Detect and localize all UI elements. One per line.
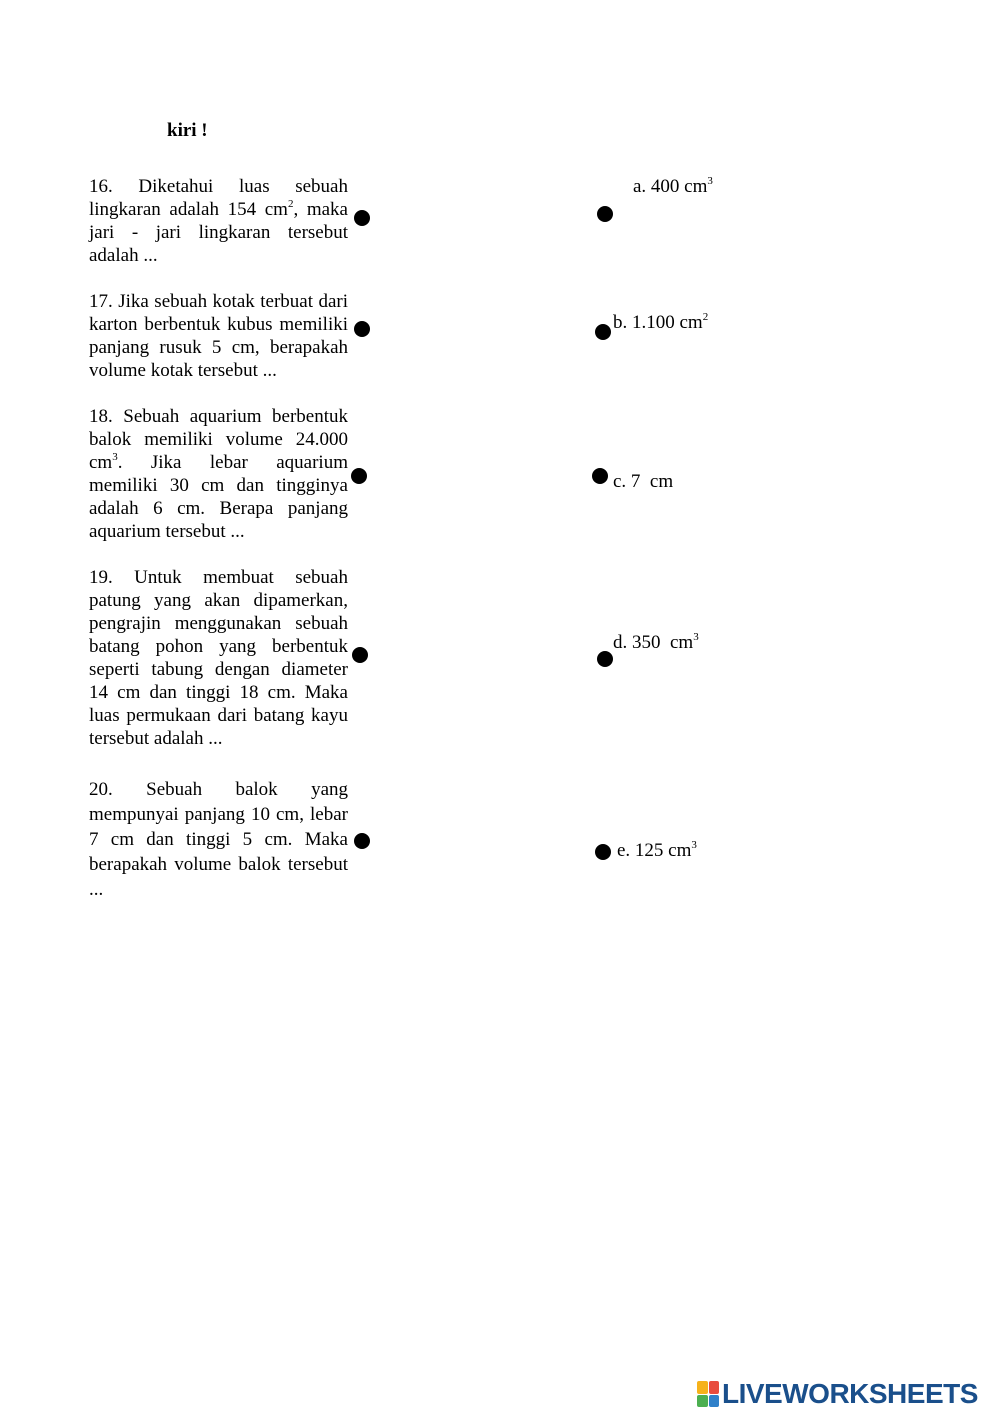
question-20-connector-dot[interactable] (354, 833, 370, 849)
logo-icon-cell (709, 1395, 720, 1408)
answer-a-text: a. 400 cm (633, 176, 708, 197)
answer-b (613, 311, 708, 334)
answer-b-connector-dot[interactable] (595, 324, 611, 340)
question-18-connector-dot[interactable] (351, 468, 367, 484)
question-19-connector-dot[interactable] (352, 647, 368, 663)
question-19 (89, 566, 348, 750)
answer-d-sup: 3 (693, 630, 699, 643)
question-20 (89, 777, 348, 902)
question-16-text-end: , maka jari - jari lingkaran tersebut adalah ... (89, 199, 348, 266)
answer-e-connector-dot[interactable] (595, 844, 611, 860)
liveworksheets-logo-icon (697, 1381, 719, 1407)
logo-icon-cell (709, 1381, 720, 1394)
answer-c-text: c. 7 cm (613, 471, 674, 492)
question-18-text: 18. Sebuah aquarium berbentuk balok memiliki volume 24.000 cm (89, 406, 348, 473)
question-17 (89, 290, 348, 382)
question-16-connector-dot[interactable] (354, 210, 370, 226)
answer-d (613, 631, 699, 654)
logo-icon-cell (697, 1381, 708, 1394)
question-18-sup: 3 (112, 450, 118, 463)
answer-b-sup: 2 (702, 310, 709, 323)
question-17-text: 17. Jika sebuah kotak terbuat dari karton berbentuk kubus memiliki panjang rusuk 5 cm, berapakah volume kotak tersebut ... (89, 291, 348, 381)
answer-b-text: b. 1.100 cm (613, 312, 703, 333)
liveworksheets-logo (697, 1378, 978, 1410)
question-16-text: 16. Diketahui luas sebuah lingkaran adalah 154 cm (89, 176, 348, 220)
answer-e-text: e. 125 cm (617, 840, 692, 861)
answer-a-connector-dot[interactable] (597, 206, 613, 222)
question-20-text: 20. Sebuah balok yang mempunyai panjang 10 cm, lebar 7 cm dan tinggi 5 cm. Maka berapakah volume balok tersebut ... (89, 779, 348, 900)
question-16-sup: 2 (287, 197, 294, 210)
question-18 (89, 405, 348, 543)
answer-e-sup: 3 (691, 838, 697, 851)
answer-c (613, 470, 673, 493)
logo-icon-cell (697, 1395, 708, 1408)
answer-c-connector-dot[interactable] (592, 468, 608, 484)
question-16 (89, 175, 348, 267)
answer-e (617, 839, 697, 862)
question-18-text-end: . Jika lebar aquarium memiliki 30 cm dan tingginya adalah 6 cm. Berapa panjang aquarium tersebut ... (89, 452, 348, 542)
answer-a (633, 175, 713, 198)
instruction-heading: kiri ! (167, 120, 208, 141)
answer-d-text: d. 350 cm (613, 632, 694, 653)
answer-a-sup: 3 (707, 174, 713, 187)
question-19-text: 19. Untuk membuat sebuah patung yang akan dipamerkan, pengrajin menggunakan sebuah batang pohon yang berbentuk seperti tabung dengan diameter 14 cm dan tinggi 18 cm. Maka luas permukaan dari batang kayu tersebut adalah ... (89, 567, 348, 749)
question-17-connector-dot[interactable] (354, 321, 370, 337)
liveworksheets-logo-text: LIVEWORKSHEETS (722, 1378, 978, 1409)
answer-d-connector-dot[interactable] (597, 651, 613, 667)
